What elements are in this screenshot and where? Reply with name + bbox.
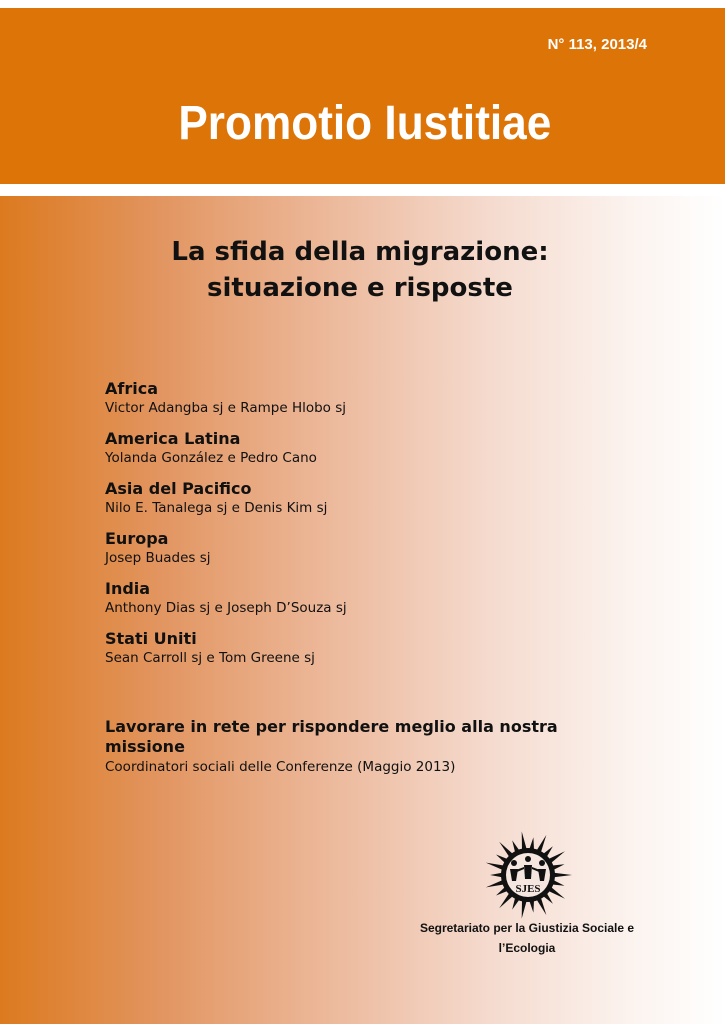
toc-region: Africa: [105, 379, 158, 398]
toc-authors: Anthony Dias sj e Joseph D’Souza sj: [105, 600, 347, 616]
toc-authors: Nilo E. Tanalega sj e Denis Kim sj: [105, 500, 328, 516]
logo-ray: [522, 900, 527, 918]
toc-entry-america-latina: [105, 429, 645, 468]
header-band: [0, 8, 725, 184]
toc-entry-asia-del-pacifico: [105, 479, 645, 518]
publisher-name: [402, 918, 652, 958]
toc-authors: Victor Adangba sj e Rampe Hlobo sj: [105, 400, 347, 416]
issue-main-title-line-2: situazione e risposte: [207, 273, 513, 303]
issue-number: N° 113, 2013/4: [547, 36, 647, 53]
toc-region: Europa: [105, 529, 169, 548]
journal-title: Promotio Iustitiae: [178, 97, 552, 150]
toc-region: Asia del Pacifico: [105, 479, 252, 498]
toc-region: Stati Uniti: [105, 629, 197, 648]
toc-entry-stati-uniti: [105, 629, 645, 668]
logo-ray: [486, 863, 504, 870]
toc-authors: Sean Carroll sj e Tom Greene sj: [105, 650, 315, 666]
toc-authors: Yolanda González e Pedro Cano: [105, 450, 317, 466]
sjes-sun-logo-icon: [482, 829, 574, 921]
network-article: [105, 717, 625, 777]
toc-region: India: [105, 579, 151, 598]
network-article-authors: Coordinatori sociali delle Conferenze (Maggio 2013): [105, 759, 456, 775]
publisher-name-line-2: l’Ecologia: [498, 941, 556, 955]
logo-ray: [537, 835, 547, 852]
logo-ray: [529, 837, 534, 849]
toc-entry-europa: [105, 529, 645, 568]
publisher-name-line-1: Segretariato per la Giustizia Sociale e: [419, 921, 635, 935]
logo-ray: [522, 831, 527, 849]
sjes-logo-text: SJES: [515, 883, 541, 895]
toc-region: America Latina: [105, 429, 241, 448]
issue-main-title: [60, 234, 660, 306]
logo-ray: [486, 880, 504, 887]
logo-ray: [490, 873, 502, 878]
table-of-contents: [105, 379, 645, 679]
toc-authors: Josep Buades sj: [105, 550, 211, 566]
sjes-logo-graphic: [482, 829, 574, 921]
network-article-title: Lavorare in rete per rispondere meglio alla nostra missione: [105, 717, 558, 756]
logo-ray: [537, 898, 547, 915]
logo-ray: [529, 900, 534, 912]
issue-main-title-line-1: La sfida della migrazione:: [171, 237, 549, 267]
cover-content: [0, 196, 725, 1024]
logo-ray: [554, 873, 572, 878]
toc-entry-india: [105, 579, 645, 618]
toc-entry-africa: [105, 379, 645, 418]
